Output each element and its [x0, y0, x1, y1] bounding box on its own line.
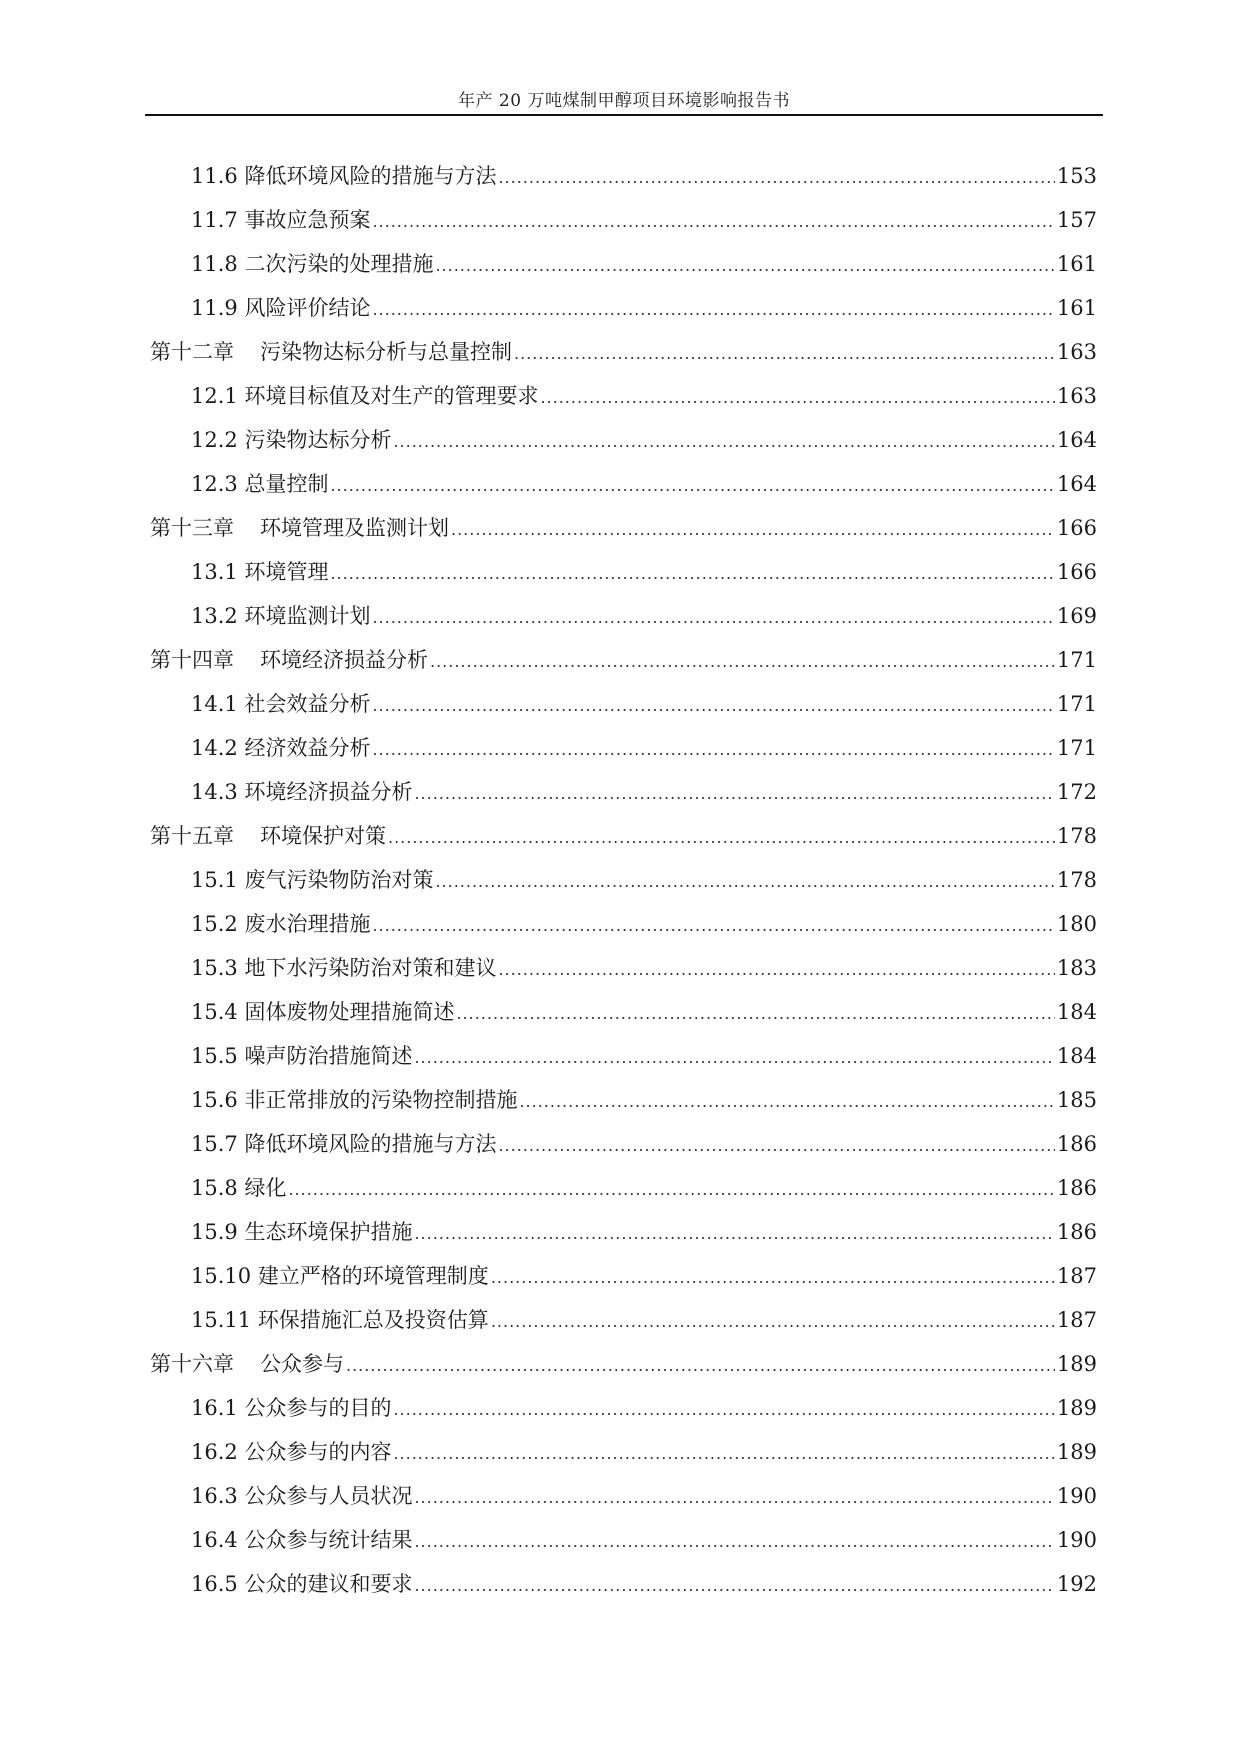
toc-dot-leader [491, 1256, 1055, 1300]
toc-entry-number: 16.1 [191, 1396, 238, 1420]
toc-entry-number: 15.4 [191, 1000, 238, 1024]
toc-page-number: 153 [1056, 164, 1097, 188]
toc-entry-heading [150, 330, 512, 374]
toc-page-number: 185 [1056, 1088, 1097, 1112]
toc-entry-number: 第十二章 [150, 340, 234, 364]
toc-entry-heading [191, 198, 370, 242]
toc-page-number: 189 [1056, 1352, 1097, 1376]
toc-section-entry[interactable] [150, 726, 1097, 770]
toc-entry-number: 16.2 [191, 1440, 238, 1464]
toc-entry-heading [191, 946, 496, 990]
toc-chapter-entry[interactable] [150, 330, 1097, 374]
toc-entry-number: 11.8 [191, 252, 238, 276]
toc-dot-leader [393, 1432, 1054, 1476]
toc-section-entry[interactable] [150, 902, 1097, 946]
toc-entry-title: 环境经济损益分析 [244, 780, 413, 804]
toc-section-entry[interactable] [150, 1166, 1097, 1210]
toc-entry-title: 事故应急预案 [244, 208, 371, 232]
toc-entry-heading [191, 242, 433, 286]
toc-dot-leader [330, 552, 1054, 596]
toc-entry-number: 12.1 [191, 384, 238, 408]
toc-entry-title: 绿化 [244, 1176, 287, 1200]
toc-page-number: 171 [1056, 736, 1097, 760]
toc-chapter-entry[interactable] [150, 506, 1097, 550]
toc-entry-number: 14.2 [191, 736, 238, 760]
toc-entry-heading [191, 1034, 412, 1078]
toc-entry-heading [191, 726, 370, 770]
toc-dot-leader [435, 860, 1054, 904]
toc-entry-heading [191, 1254, 489, 1298]
toc-entry-number: 15.8 [191, 1176, 238, 1200]
toc-entry-title: 公众参与的目的 [244, 1396, 392, 1420]
toc-entry-number: 11.7 [191, 208, 238, 232]
toc-page-number: 161 [1056, 296, 1097, 320]
toc-page-number: 190 [1056, 1484, 1097, 1508]
toc-entry-number: 16.4 [191, 1528, 238, 1552]
toc-entry-title: 环保措施汇总及投资估算 [257, 1308, 489, 1332]
toc-entry-title: 环境经济损益分析 [260, 648, 428, 672]
toc-entry-title: 社会效益分析 [244, 692, 371, 716]
header-rule [145, 114, 1103, 116]
toc-page-number: 187 [1056, 1308, 1097, 1332]
toc-entry-heading [191, 1078, 517, 1122]
toc-entry-title: 地下水污染防治对策和建议 [244, 956, 497, 980]
toc-entry-heading [191, 1298, 489, 1342]
toc-page-number: 192 [1056, 1572, 1097, 1596]
toc-dot-leader [372, 288, 1054, 332]
toc-dot-leader [288, 1168, 1054, 1212]
toc-entry-title: 废水治理措施 [244, 912, 371, 936]
toc-entry-title: 公众参与统计结果 [244, 1528, 413, 1552]
toc-entry-separator [251, 1264, 258, 1288]
toc-dot-leader [414, 772, 1054, 816]
running-header: 年产 20 万吨煤制甲醇项目环境影响报告书 [458, 91, 790, 111]
toc-page-number: 171 [1056, 692, 1097, 716]
toc-entry-heading [191, 418, 391, 462]
toc-entry-number: 13.2 [191, 604, 238, 628]
toc-dot-leader [414, 1212, 1054, 1256]
toc-entry-title: 公众参与的内容 [244, 1440, 392, 1464]
toc-dot-leader [451, 508, 1055, 552]
toc-entry-number: 12.2 [191, 428, 238, 452]
toc-page-number: 166 [1056, 516, 1097, 540]
toc-section-entry[interactable] [150, 418, 1097, 462]
toc-section-entry[interactable] [150, 946, 1097, 990]
toc-section-entry[interactable] [150, 1078, 1097, 1122]
toc-entry-heading [191, 286, 370, 330]
toc-page-number: 183 [1056, 956, 1097, 980]
toc-entry-number: 15.10 [191, 1264, 252, 1288]
toc-entry-heading [191, 1518, 412, 1562]
toc-entry-title: 非正常排放的污染物控制措施 [244, 1088, 518, 1112]
toc-entry-title: 公众的建议和要求 [244, 1572, 413, 1596]
toc-section-entry[interactable] [150, 682, 1097, 726]
toc-page-number: 169 [1056, 604, 1097, 628]
toc-dot-leader [414, 1036, 1054, 1080]
toc-chapter-entry[interactable] [150, 638, 1097, 682]
toc-section-entry[interactable] [150, 1122, 1097, 1166]
toc-entry-heading [150, 506, 449, 550]
toc-entry-heading [191, 858, 433, 902]
toc-entry-number: 11.6 [191, 164, 238, 188]
toc-entry-number: 16.3 [191, 1484, 238, 1508]
toc-dot-leader [372, 904, 1054, 948]
toc-entry-title: 生态环境保护措施 [244, 1220, 413, 1244]
toc-section-entry[interactable] [150, 374, 1097, 418]
toc-entry-heading [191, 1474, 412, 1518]
toc-page-number: 186 [1056, 1220, 1097, 1244]
toc-section-entry[interactable] [150, 1386, 1097, 1430]
toc-entry-separator [251, 1308, 258, 1332]
toc-entry-number: 第十五章 [150, 824, 234, 848]
toc-entry-title: 降低环境风险的措施与方法 [244, 1132, 497, 1156]
toc-entry-title: 噪声防治措施简述 [244, 1044, 413, 1068]
toc-dot-leader [430, 640, 1055, 684]
toc-entry-heading [191, 682, 370, 726]
toc-entry-title: 环境目标值及对生产的管理要求 [244, 384, 539, 408]
toc-dot-leader [372, 200, 1054, 244]
toc-entry-number: 14.3 [191, 780, 238, 804]
toc-page-number: 184 [1056, 1000, 1097, 1024]
toc-entry-heading [191, 1210, 412, 1254]
toc-dot-leader [414, 1520, 1054, 1564]
toc-entry-title: 建立严格的环境管理制度 [257, 1264, 489, 1288]
toc-entry-number: 第十三章 [150, 516, 234, 540]
toc-entry-number: 11.9 [191, 296, 238, 320]
toc-entry-number: 12.3 [191, 472, 238, 496]
toc-dot-leader [491, 1300, 1055, 1344]
toc-dot-leader [393, 420, 1054, 464]
toc-section-entry[interactable] [150, 990, 1097, 1034]
toc-entry-heading [150, 814, 386, 858]
toc-page-number: 189 [1056, 1396, 1097, 1420]
toc-dot-leader [514, 332, 1055, 376]
toc-dot-leader [498, 156, 1054, 200]
toc-entry-heading [191, 770, 412, 814]
toc-section-entry[interactable] [150, 286, 1097, 330]
toc-entry-number: 15.5 [191, 1044, 238, 1068]
toc-page-number: 180 [1056, 912, 1097, 936]
toc-page-number: 178 [1056, 824, 1097, 848]
toc-entry-title: 污染物达标分析 [244, 428, 392, 452]
toc-entry-heading [191, 462, 328, 506]
toc-chapter-entry[interactable] [150, 1342, 1097, 1386]
toc-section-entry[interactable] [150, 1518, 1097, 1562]
toc-dot-leader [414, 1564, 1054, 1608]
toc-entry-title: 固体废物处理措施简述 [244, 1000, 455, 1024]
toc-page-number: 163 [1056, 340, 1097, 364]
toc-section-entry[interactable] [150, 550, 1097, 594]
toc-page-number: 190 [1056, 1528, 1097, 1552]
toc-page-number: 172 [1056, 780, 1097, 804]
toc-section-entry[interactable] [150, 1474, 1097, 1518]
toc-section-entry[interactable] [150, 594, 1097, 638]
toc-section-entry[interactable] [150, 1210, 1097, 1254]
toc-entry-heading [150, 1342, 344, 1386]
toc-entry-title: 经济效益分析 [244, 736, 371, 760]
toc-chapter-entry[interactable] [150, 814, 1097, 858]
toc-entry-heading [191, 902, 370, 946]
toc-entry-title: 废气污染物防治对策 [244, 868, 434, 892]
toc-entry-title: 公众参与人员状况 [244, 1484, 413, 1508]
toc-section-entry[interactable] [150, 198, 1097, 242]
table-of-contents [150, 154, 1097, 1606]
toc-entry-number: 15.6 [191, 1088, 238, 1112]
toc-entry-title: 公众参与 [260, 1352, 344, 1376]
toc-entry-title: 二次污染的处理措施 [244, 252, 434, 276]
toc-dot-leader [346, 1344, 1055, 1388]
toc-page-number: 161 [1056, 252, 1097, 276]
toc-section-entry[interactable] [150, 242, 1097, 286]
toc-page-number: 164 [1056, 428, 1097, 452]
toc-page-number: 186 [1056, 1176, 1097, 1200]
toc-entry-heading [191, 374, 538, 418]
toc-entry-number: 第十四章 [150, 648, 234, 672]
toc-entry-title: 降低环境风险的措施与方法 [244, 164, 497, 188]
toc-section-entry[interactable] [150, 1298, 1097, 1342]
toc-page-number: 171 [1056, 648, 1097, 672]
toc-page-number: 178 [1056, 868, 1097, 892]
toc-entry-number: 第十六章 [150, 1352, 234, 1376]
toc-dot-leader [519, 1080, 1054, 1124]
toc-entry-heading [191, 1562, 412, 1606]
toc-entry-title: 环境管理 [244, 560, 329, 584]
toc-dot-leader [435, 244, 1054, 288]
toc-dot-leader [388, 816, 1055, 860]
toc-entry-number: 15.3 [191, 956, 238, 980]
toc-entry-title: 环境监测计划 [244, 604, 371, 628]
toc-page-number: 164 [1056, 472, 1097, 496]
toc-section-entry[interactable] [150, 1430, 1097, 1474]
toc-entry-heading [191, 1166, 286, 1210]
toc-page-number: 166 [1056, 560, 1097, 584]
toc-entry-title: 污染物达标分析与总量控制 [260, 340, 512, 364]
toc-dot-leader [540, 376, 1054, 420]
toc-entry-title: 总量控制 [244, 472, 329, 496]
toc-entry-title: 环境保护对策 [260, 824, 386, 848]
toc-section-entry[interactable] [150, 1034, 1097, 1078]
toc-section-entry[interactable] [150, 858, 1097, 902]
toc-page-number: 184 [1056, 1044, 1097, 1068]
toc-dot-leader [414, 1476, 1054, 1520]
toc-section-entry[interactable] [150, 1254, 1097, 1298]
toc-entry-heading [191, 1430, 391, 1474]
toc-dot-leader [372, 728, 1054, 772]
toc-section-entry[interactable] [150, 154, 1097, 198]
toc-entry-heading [150, 638, 428, 682]
toc-entry-number: 16.5 [191, 1572, 238, 1596]
toc-page-number: 187 [1056, 1264, 1097, 1288]
toc-entry-number: 13.1 [191, 560, 238, 584]
toc-dot-leader [498, 1124, 1054, 1168]
toc-entry-number: 15.9 [191, 1220, 238, 1244]
toc-dot-leader [456, 992, 1054, 1036]
toc-entry-number: 14.1 [191, 692, 238, 716]
toc-entry-heading [191, 154, 496, 198]
toc-page-number: 157 [1056, 208, 1097, 232]
toc-entry-title: 环境管理及监测计划 [260, 516, 449, 540]
toc-dot-leader [498, 948, 1054, 992]
toc-dot-leader [372, 684, 1054, 728]
toc-page-number: 163 [1056, 384, 1097, 408]
toc-page-number: 186 [1056, 1132, 1097, 1156]
toc-entry-number: 15.2 [191, 912, 238, 936]
toc-entry-heading [191, 1386, 391, 1430]
toc-entry-number: 15.11 [191, 1308, 252, 1332]
toc-entry-number: 15.1 [191, 868, 238, 892]
toc-entry-heading [191, 594, 370, 638]
toc-entry-title: 风险评价结论 [244, 296, 371, 320]
toc-dot-leader [330, 464, 1054, 508]
toc-dot-leader [393, 1388, 1054, 1432]
toc-entry-heading [191, 550, 328, 594]
toc-page-number: 189 [1056, 1440, 1097, 1464]
toc-entry-number: 15.7 [191, 1132, 238, 1156]
toc-section-entry[interactable] [150, 1562, 1097, 1606]
toc-dot-leader [372, 596, 1054, 640]
toc-section-entry[interactable] [150, 462, 1097, 506]
toc-section-entry[interactable] [150, 770, 1097, 814]
toc-entry-heading [191, 1122, 496, 1166]
toc-entry-heading [191, 990, 454, 1034]
